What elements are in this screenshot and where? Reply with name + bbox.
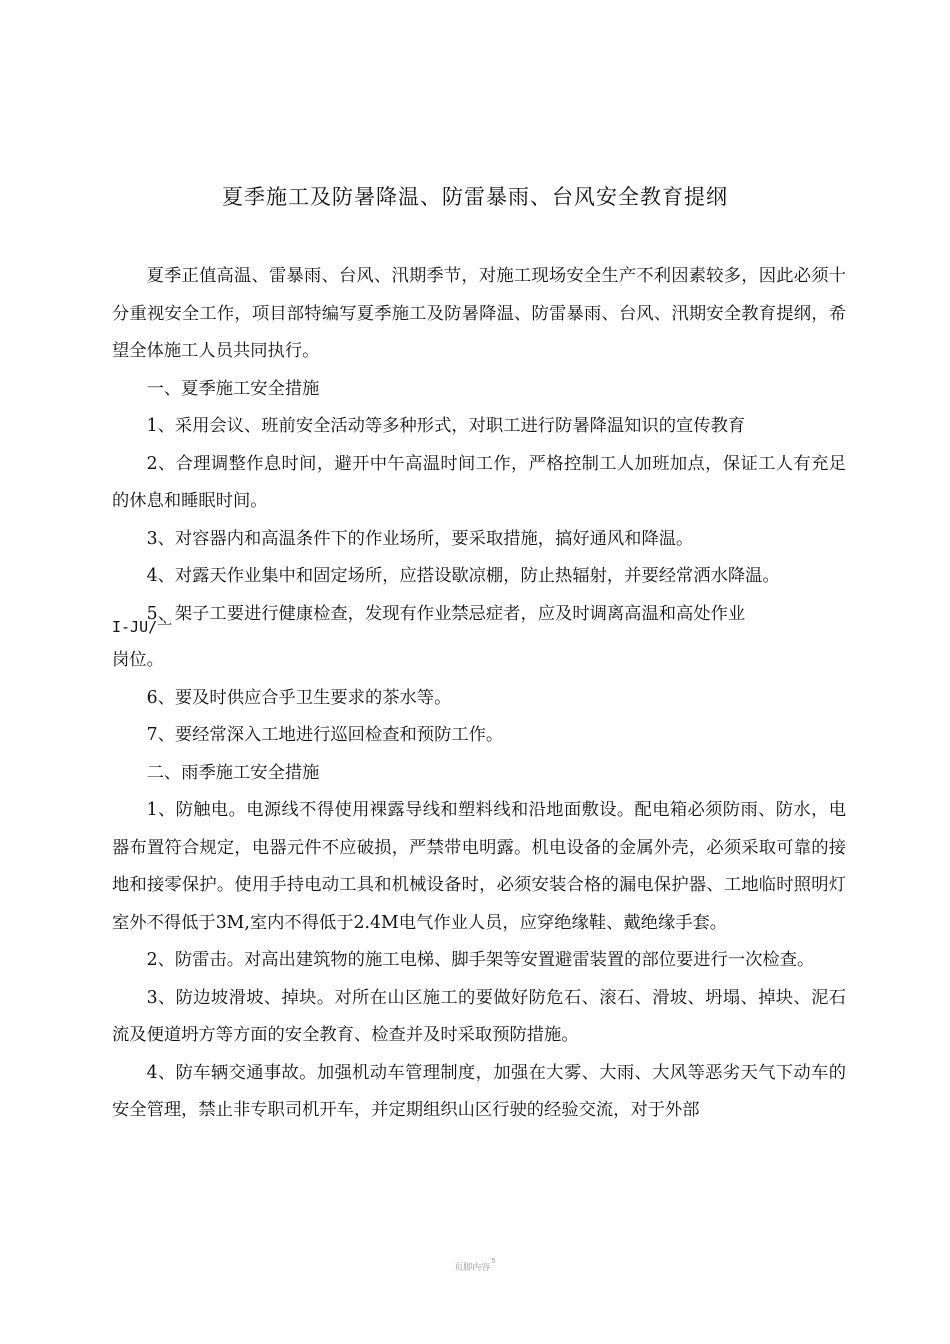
section-heading: 二、雨季施工安全措施	[146, 762, 320, 783]
paragraph-continuation: 岗位。	[112, 650, 164, 670]
page-footer	[0, 1257, 950, 1274]
list-item: 3、防边坡滑坡、掉块。对所在山区施工的要做好防危石、滚石、滑坡、坍塌、掉块、泥石流及便道坍方等方面的安全教育、检查并及时采取预防措施。	[112, 987, 846, 1045]
list-item: 2、合理调整作息时间，避开中午高温时间工作，严格控制工人加班加点，保证工人有充足的休息和睡眠时间。	[112, 453, 846, 511]
page-number: 5	[491, 1257, 496, 1265]
list-item: 2、防雷击。对高出建筑物的施工电梯、脚手架等安置避雷装置的部位要进行一次检查。	[146, 950, 815, 970]
ocr-artifact-text: I-JU/亠	[112, 618, 173, 636]
list-item: 5、架子工要进行健康检查，发现有作业禁忌症者，应及时调离高温和高处作业	[146, 603, 746, 624]
page-title: 夏季施工及防暑降温、防雷暴雨、台风安全教育提纲	[222, 185, 728, 209]
list-item: 7、要经常深入工地进行巡回检查和预防工作。	[146, 725, 504, 745]
section-heading: 一、夏季施工安全措施	[146, 378, 320, 399]
list-item: 4、防车辆交通事故。加强机动车管理制度，加强在大雾、大雨、大风等恶劣天气下动车的安全管理，禁止非专职司机开车，并定期组织山区行驶的经验交流，对于外部	[112, 1062, 846, 1120]
list-item: 1、采用会议、班前安全活动等多种形式，对职工进行防暑降温知识的宣传教育	[146, 416, 746, 436]
paragraph: 夏季正值高温、雷暴雨、台风、汛期季节，对施工现场安全生产不利因素较多，因此必须十分重视安全工作，项目部特编写夏季施工及防暑降温、防雷暴雨、台风、汛期安全教育提纲，希望全体施工人员共同执行。	[112, 266, 846, 361]
list-item: 1、防触电。电源线不得使用裸露导线和塑料线和沿地面敷设。配电箱必须防雨、防水，电器布置符合规定，电器元件不应破损，严禁带电明露。机电设备的金属外壳，必须采取可靠的接地和接零保护。使用手持电动工具和机械设备时，必须安装合格的漏电保护器、工地临时照明灯室外不得低于3M,室内不得低于2.4M电气作业人员，应穿绝缘鞋、戴绝缘手套。	[112, 800, 846, 933]
document-body	[112, 258, 846, 1130]
footer-label: 页脚内容	[454, 1263, 491, 1273]
list-item: 6、要及时供应合乎卫生要求的茶水等。	[146, 687, 452, 708]
list-item: 3、对容器内和高温条件下的作业场所，要采取措施，搞好通风和降温。	[146, 528, 694, 549]
list-item: 4、对露天作业集中和固定场所，应搭设歇凉棚，防止热辐射，并要经常洒水降温。	[146, 566, 780, 586]
